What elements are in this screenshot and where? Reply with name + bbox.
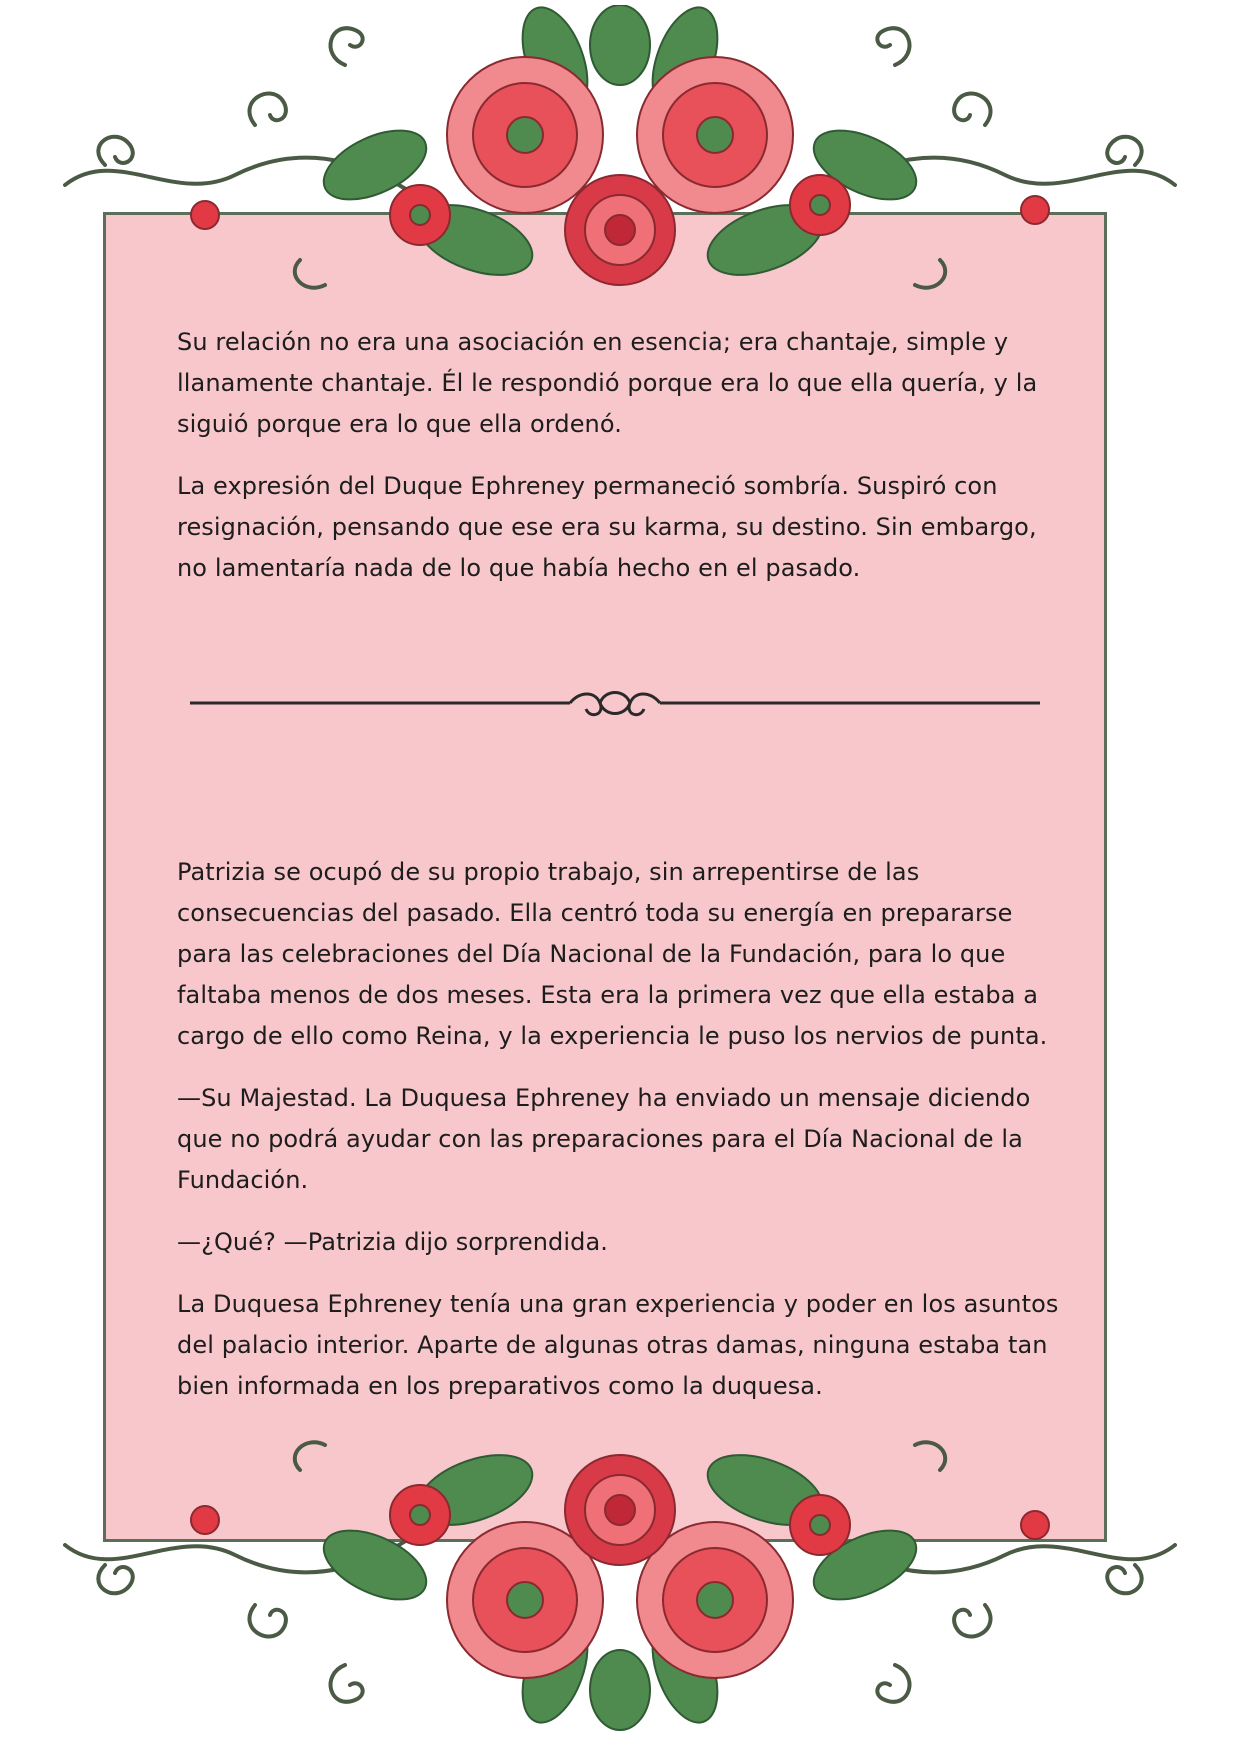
text-section-1 bbox=[177, 322, 1062, 610]
scroll-divider-icon bbox=[190, 683, 1040, 723]
floral-top-ornament-icon bbox=[55, 5, 1185, 325]
paragraph: Patrizia se ocupó de su propio trabajo, sin arrepentirse de las consecuencias del pasado. Ella centró toda su energía en prepararse para las celebraciones del Día Nacional de la Fundación, para lo que faltaba menos de dos meses. Esta era la primera vez que ella estaba a cargo de ello como Reina, y la experiencia le puso los nervios de punta. bbox=[177, 858, 1048, 1050]
paragraph: La Duquesa Ephreney tenía una gran experiencia y poder en los asuntos del palacio interior. Aparte de algunas otras damas, ninguna estaba tan bien informada en los preparativos como la duquesa. bbox=[177, 1290, 1059, 1400]
paragraph: —Su Majestad. La Duquesa Ephreney ha enviado un mensaje diciendo que no podrá ayudar con las preparaciones para el Día Nacional de la Fundación. bbox=[177, 1084, 1031, 1194]
text-section-2 bbox=[177, 852, 1062, 1428]
paragraph: La expresión del Duque Ephreney permaneció sombría. Suspiró con resignación, pensando que ese era su karma, su destino. Sin embargo, no lamentaría nada de lo que había hecho en el pasado. bbox=[177, 472, 1037, 582]
floral-bottom-ornament-icon bbox=[55, 1425, 1185, 1745]
paragraph: Su relación no era una asociación en esencia; era chantaje, simple y llanamente chantaje. Él le respondió porque era lo que ella quería, y la siguió porque era lo que ella ordenó. bbox=[177, 328, 1038, 438]
paragraph: —¿Qué? —Patrizia dijo sorprendida. bbox=[177, 1228, 608, 1256]
